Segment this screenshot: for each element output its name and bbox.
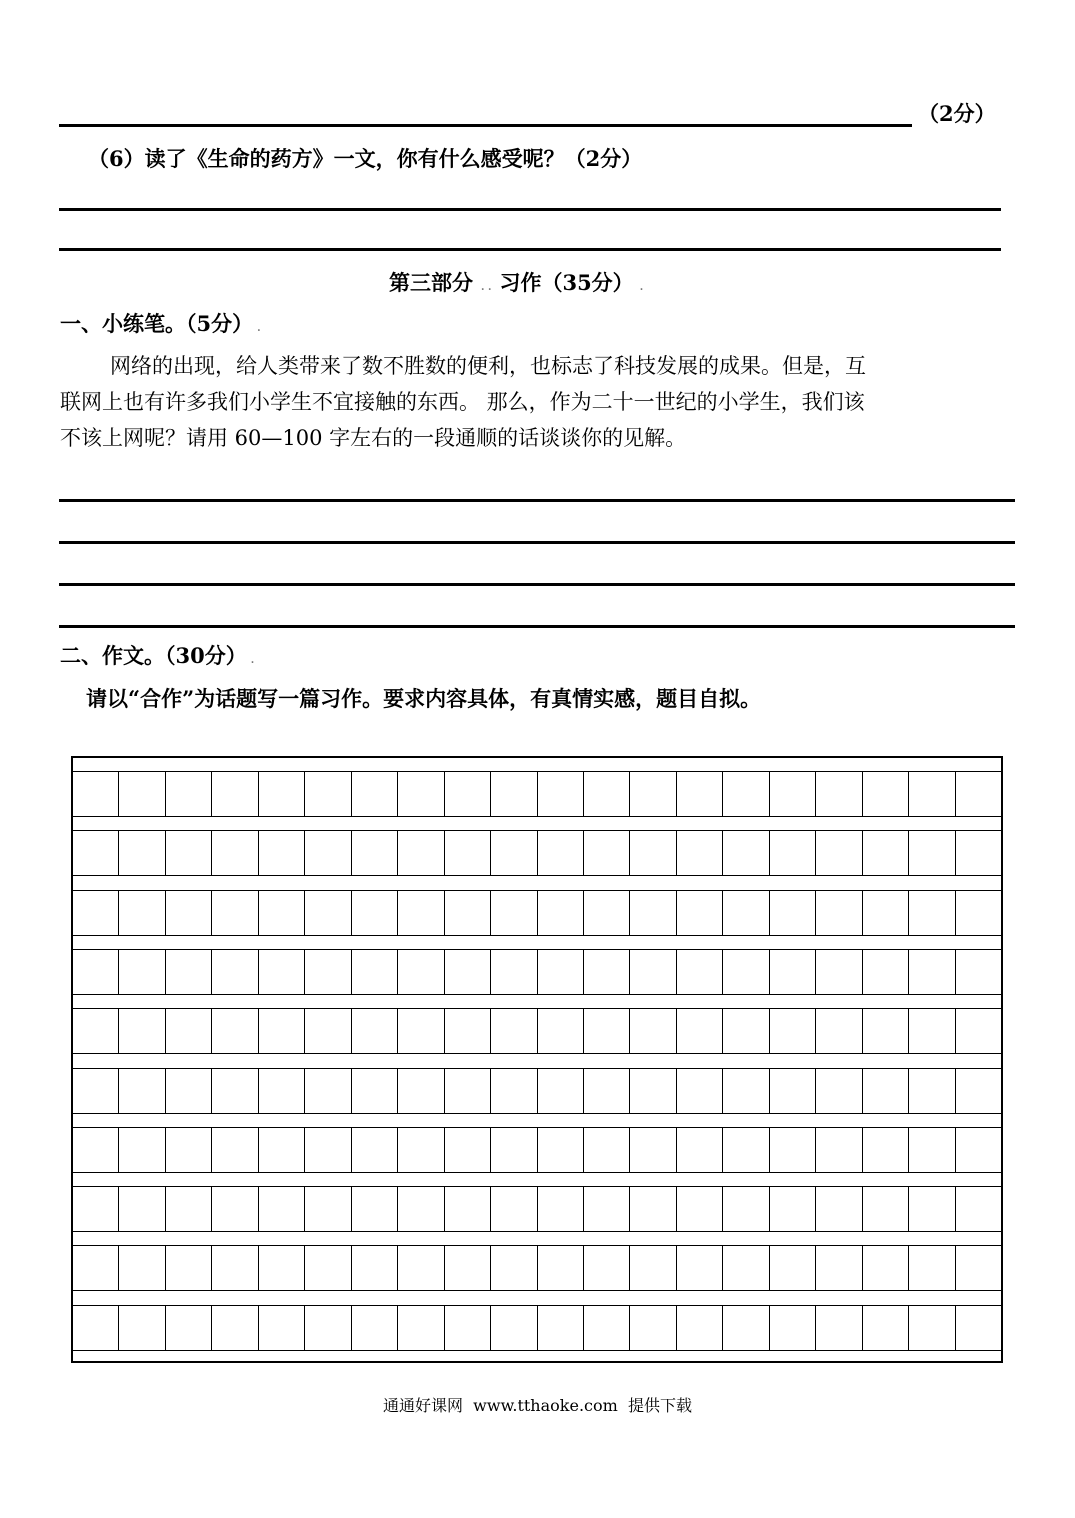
grid-cell[interactable] (629, 1009, 675, 1053)
grid-cell[interactable] (490, 1009, 536, 1053)
grid-cell[interactable] (351, 1069, 397, 1113)
paragraph-line-1: 网络的出现，给人类带来了数不胜数的便利，也标志了科技发展的成果。但是，互 (110, 354, 866, 378)
footer-text: 通通好课网 www.tthaoke.com 提供下载 (383, 1396, 692, 1415)
part3-title-main: 第三部分 (389, 270, 473, 295)
grid-cell[interactable] (258, 950, 304, 994)
grid-cell[interactable] (676, 1069, 722, 1113)
grid-cell[interactable] (583, 831, 629, 875)
grid-row (73, 949, 1001, 995)
part3-title (389, 270, 643, 301)
grid-cell[interactable] (769, 891, 815, 935)
grid-cell[interactable] (537, 1246, 583, 1290)
grid-cell[interactable] (73, 831, 118, 875)
grid-cell[interactable] (955, 1128, 1001, 1172)
grid-cell[interactable] (118, 831, 164, 875)
grid-cell[interactable] (397, 1009, 443, 1053)
grid-cell[interactable] (73, 1128, 118, 1172)
grid-cell[interactable] (722, 1187, 768, 1231)
grid-cell[interactable] (490, 1306, 536, 1350)
grid-cell[interactable] (769, 1306, 815, 1350)
grid-cell[interactable] (676, 831, 722, 875)
grid-cell[interactable] (862, 950, 908, 994)
grid-cell[interactable] (908, 772, 954, 816)
grid-cell[interactable] (211, 831, 257, 875)
grid-cell[interactable] (769, 1009, 815, 1053)
grid-cell[interactable] (722, 1306, 768, 1350)
grid-cell[interactable] (211, 1187, 257, 1231)
grid-cell[interactable] (676, 891, 722, 935)
grid-cell[interactable] (815, 772, 861, 816)
grid-cell[interactable] (397, 1128, 443, 1172)
grid-cell[interactable] (537, 950, 583, 994)
grid-cell[interactable] (211, 1128, 257, 1172)
q6-prompt: （6）读了《生命的药方》一文，你有什么感受呢？（2分） (88, 146, 643, 171)
grid-cell[interactable] (815, 1306, 861, 1350)
grid-cell[interactable] (490, 1128, 536, 1172)
grid-cell[interactable] (583, 1187, 629, 1231)
grid-cell[interactable] (583, 772, 629, 816)
grid-cell[interactable] (490, 772, 536, 816)
grid-cell[interactable] (537, 1069, 583, 1113)
grid-cell[interactable] (258, 1306, 304, 1350)
grid-cell[interactable] (676, 1128, 722, 1172)
grid-row (73, 1008, 1001, 1054)
grid-cell[interactable] (629, 950, 675, 994)
grid-cell[interactable] (722, 772, 768, 816)
grid-cell[interactable] (955, 1246, 1001, 1290)
grid-cell[interactable] (258, 891, 304, 935)
grid-cell[interactable] (583, 950, 629, 994)
grid-cell[interactable] (862, 1069, 908, 1113)
grid-cell[interactable] (862, 1128, 908, 1172)
grid-cell[interactable] (444, 1187, 490, 1231)
grid-cell[interactable] (351, 1187, 397, 1231)
grid-cell[interactable] (629, 1128, 675, 1172)
grid-cell[interactable] (211, 950, 257, 994)
grid-cell[interactable] (537, 1009, 583, 1053)
grid-cell[interactable] (211, 1306, 257, 1350)
grid-cell[interactable] (304, 891, 350, 935)
grid-cell[interactable] (165, 1246, 211, 1290)
grid-cell[interactable] (490, 1187, 536, 1231)
grid-cell[interactable] (304, 1009, 350, 1053)
grid-cell[interactable] (908, 831, 954, 875)
grid-cell[interactable] (722, 831, 768, 875)
section2-heading-text: 二、作文。（30分） (60, 643, 247, 668)
grid-cell[interactable] (537, 831, 583, 875)
grid-cell[interactable] (722, 1069, 768, 1113)
grid-cell[interactable] (351, 950, 397, 994)
grid-cell[interactable] (537, 1128, 583, 1172)
grid-cell[interactable] (908, 1009, 954, 1053)
grid-cell[interactable] (490, 891, 536, 935)
grid-cell[interactable] (118, 1246, 164, 1290)
grid-cell[interactable] (908, 1128, 954, 1172)
grid-cell[interactable] (118, 950, 164, 994)
grid-cell[interactable] (490, 950, 536, 994)
section1-heading-text: 一、小练笔。（5分） (60, 311, 254, 336)
grid-cell[interactable] (118, 772, 164, 816)
grid-cell[interactable] (165, 1009, 211, 1053)
grid-cell[interactable] (351, 831, 397, 875)
grid-cell[interactable] (444, 1306, 490, 1350)
grid-cell[interactable] (211, 1069, 257, 1113)
grid-cell[interactable] (258, 1128, 304, 1172)
grid-cell[interactable] (351, 891, 397, 935)
grid-cell[interactable] (629, 1069, 675, 1113)
grid-row (73, 1305, 1001, 1351)
grid-cell[interactable] (304, 1069, 350, 1113)
answer-line-q5[interactable] (59, 124, 912, 127)
grid-row (73, 1186, 1001, 1232)
grid-cell[interactable] (955, 1187, 1001, 1231)
part3-title-sep: . . (481, 282, 492, 293)
grid-cell[interactable] (444, 1069, 490, 1113)
grid-cell[interactable] (165, 831, 211, 875)
grid-cell[interactable] (444, 772, 490, 816)
grid-cell[interactable] (583, 1009, 629, 1053)
grid-cell[interactable] (444, 950, 490, 994)
answer-line-s1-3[interactable] (59, 583, 1015, 586)
grid-cell[interactable] (351, 1246, 397, 1290)
grid-cell[interactable] (165, 1069, 211, 1113)
grid-cell[interactable] (258, 1009, 304, 1053)
grid-cell[interactable] (304, 1187, 350, 1231)
grid-cell[interactable] (165, 1128, 211, 1172)
section1-paragraph (60, 348, 1020, 456)
grid-row (73, 771, 1001, 817)
grid-cell[interactable] (815, 1246, 861, 1290)
grid-cell[interactable] (908, 891, 954, 935)
section1-heading-trail: . (257, 323, 261, 334)
grid-cell[interactable] (955, 891, 1001, 935)
grid-row (73, 890, 1001, 936)
grid-cell[interactable] (211, 772, 257, 816)
grid-cell[interactable] (583, 1128, 629, 1172)
paragraph-line-2: 联网上也有许多我们小学生不宜接触的东西。 那么，作为二十一世纪的小学生，我们该 (60, 390, 865, 414)
grid-cell[interactable] (304, 831, 350, 875)
grid-cell[interactable] (304, 1128, 350, 1172)
grid-cell[interactable] (118, 1009, 164, 1053)
grid-cell[interactable] (908, 1246, 954, 1290)
grid-cell[interactable] (258, 1069, 304, 1113)
answer-line-s1-1[interactable] (59, 499, 1015, 502)
grid-cell[interactable] (722, 1009, 768, 1053)
grid-cell[interactable] (165, 1306, 211, 1350)
grid-cell[interactable] (676, 950, 722, 994)
grid-cell[interactable] (908, 1187, 954, 1231)
grid-cell[interactable] (583, 1069, 629, 1113)
grid-cell[interactable] (769, 1069, 815, 1113)
grid-cell[interactable] (118, 1187, 164, 1231)
grid-cell[interactable] (583, 891, 629, 935)
grid-cell[interactable] (397, 772, 443, 816)
grid-cell[interactable] (73, 1187, 118, 1231)
grid-cell[interactable] (955, 1009, 1001, 1053)
grid-cell[interactable] (769, 831, 815, 875)
grid-cell[interactable] (165, 772, 211, 816)
grid-cell[interactable] (722, 950, 768, 994)
grid-cell[interactable] (490, 1246, 536, 1290)
grid-cell[interactable] (815, 1128, 861, 1172)
grid-cell[interactable] (676, 772, 722, 816)
grid-cell[interactable] (862, 1246, 908, 1290)
grid-cell[interactable] (73, 891, 118, 935)
grid-cell[interactable] (862, 1306, 908, 1350)
grid-cell[interactable] (258, 1246, 304, 1290)
grid-cell[interactable] (769, 1128, 815, 1172)
section2-instruction: 请以“合作”为话题写一篇习作。要求内容具体，有真情实感，题目自拟。 (86, 686, 762, 711)
grid-cell[interactable] (304, 1246, 350, 1290)
grid-cell[interactable] (722, 1128, 768, 1172)
grid-cell[interactable] (862, 831, 908, 875)
grid-cell[interactable] (722, 891, 768, 935)
grid-cell[interactable] (862, 772, 908, 816)
grid-cell[interactable] (165, 891, 211, 935)
grid-cell[interactable] (862, 1009, 908, 1053)
grid-cell[interactable] (955, 1069, 1001, 1113)
grid-cell[interactable] (258, 1187, 304, 1231)
grid-cell[interactable] (118, 1069, 164, 1113)
grid-cell[interactable] (397, 831, 443, 875)
grid-cell[interactable] (908, 1069, 954, 1113)
grid-cell[interactable] (583, 1306, 629, 1350)
grid-cell[interactable] (444, 1246, 490, 1290)
grid-cell[interactable] (862, 891, 908, 935)
grid-cell[interactable] (351, 1306, 397, 1350)
grid-cell[interactable] (397, 1306, 443, 1350)
grid-cell[interactable] (815, 891, 861, 935)
grid-cell[interactable] (490, 1069, 536, 1113)
grid-cell[interactable] (629, 831, 675, 875)
grid-cell[interactable] (537, 1306, 583, 1350)
grid-cell[interactable] (676, 1306, 722, 1350)
grid-cell[interactable] (73, 1246, 118, 1290)
grid-cell[interactable] (629, 891, 675, 935)
grid-cell[interactable] (351, 772, 397, 816)
grid-cell[interactable] (444, 1128, 490, 1172)
grid-cell[interactable] (211, 891, 257, 935)
grid-cell[interactable] (769, 950, 815, 994)
grid-cell[interactable] (490, 831, 536, 875)
grid-cell[interactable] (955, 950, 1001, 994)
grid-cell[interactable] (815, 1069, 861, 1113)
grid-cell[interactable] (444, 1009, 490, 1053)
grid-cell[interactable] (629, 1246, 675, 1290)
grid-cell[interactable] (769, 1187, 815, 1231)
answer-line-q6-2[interactable] (59, 248, 1001, 251)
paragraph-line-3: 不该上网呢？请用 60—100 字左右的一段通顺的话谈谈你的见解。 (60, 426, 687, 450)
grid-cell[interactable] (258, 772, 304, 816)
grid-cell[interactable] (211, 1009, 257, 1053)
grid-cell[interactable] (629, 1187, 675, 1231)
grid-cell[interactable] (815, 1009, 861, 1053)
composition-grid[interactable] (71, 756, 1003, 1363)
grid-cell[interactable] (397, 1246, 443, 1290)
grid-cell[interactable] (118, 1128, 164, 1172)
grid-cell[interactable] (908, 950, 954, 994)
grid-row (73, 1127, 1001, 1173)
grid-cell[interactable] (629, 1306, 675, 1350)
grid-cell[interactable] (73, 1069, 118, 1113)
grid-cell[interactable] (955, 831, 1001, 875)
grid-cell[interactable] (769, 1246, 815, 1290)
grid-cell[interactable] (676, 1187, 722, 1231)
grid-cell[interactable] (304, 1306, 350, 1350)
answer-line-s1-4[interactable] (59, 625, 1015, 628)
grid-cell[interactable] (73, 1009, 118, 1053)
grid-cell[interactable] (118, 891, 164, 935)
grid-cell[interactable] (676, 1009, 722, 1053)
grid-cell[interactable] (304, 950, 350, 994)
grid-cell[interactable] (397, 950, 443, 994)
grid-cell[interactable] (397, 1187, 443, 1231)
grid-cell[interactable] (351, 1009, 397, 1053)
part3-title-rest: 习作（35分） (499, 270, 634, 295)
answer-line-q6-1[interactable] (59, 208, 1001, 211)
grid-cell[interactable] (815, 1187, 861, 1231)
grid-cell[interactable] (73, 772, 118, 816)
grid-cell[interactable] (397, 891, 443, 935)
grid-cell[interactable] (444, 891, 490, 935)
grid-row (73, 1068, 1001, 1114)
grid-cell[interactable] (211, 1246, 257, 1290)
grid-cell[interactable] (537, 891, 583, 935)
grid-cell[interactable] (769, 772, 815, 816)
grid-cell[interactable] (815, 950, 861, 994)
grid-cell[interactable] (165, 950, 211, 994)
grid-cell[interactable] (537, 1187, 583, 1231)
grid-cell[interactable] (815, 831, 861, 875)
grid-cell[interactable] (629, 772, 675, 816)
section2-heading-trail: . (250, 655, 255, 666)
grid-cell[interactable] (165, 1187, 211, 1231)
grid-row (73, 830, 1001, 876)
grid-cell[interactable] (258, 831, 304, 875)
section2-heading (60, 643, 254, 674)
q5-score: （2分） (918, 101, 996, 126)
grid-cell[interactable] (73, 1306, 118, 1350)
grid-cell[interactable] (444, 831, 490, 875)
section1-heading (60, 311, 261, 342)
grid-cell[interactable] (397, 1069, 443, 1113)
grid-cell[interactable] (537, 772, 583, 816)
grid-cell[interactable] (583, 1246, 629, 1290)
part3-title-trail: . (639, 282, 644, 293)
grid-cell[interactable] (351, 1128, 397, 1172)
grid-cell[interactable] (676, 1246, 722, 1290)
grid-cell[interactable] (73, 950, 118, 994)
grid-cell[interactable] (955, 1306, 1001, 1350)
grid-row (73, 1245, 1001, 1291)
grid-cell[interactable] (955, 772, 1001, 816)
grid-cell[interactable] (862, 1187, 908, 1231)
grid-cell[interactable] (722, 1246, 768, 1290)
grid-cell[interactable] (118, 1306, 164, 1350)
answer-line-s1-2[interactable] (59, 541, 1015, 544)
grid-cell[interactable] (908, 1306, 954, 1350)
grid-cell[interactable] (304, 772, 350, 816)
